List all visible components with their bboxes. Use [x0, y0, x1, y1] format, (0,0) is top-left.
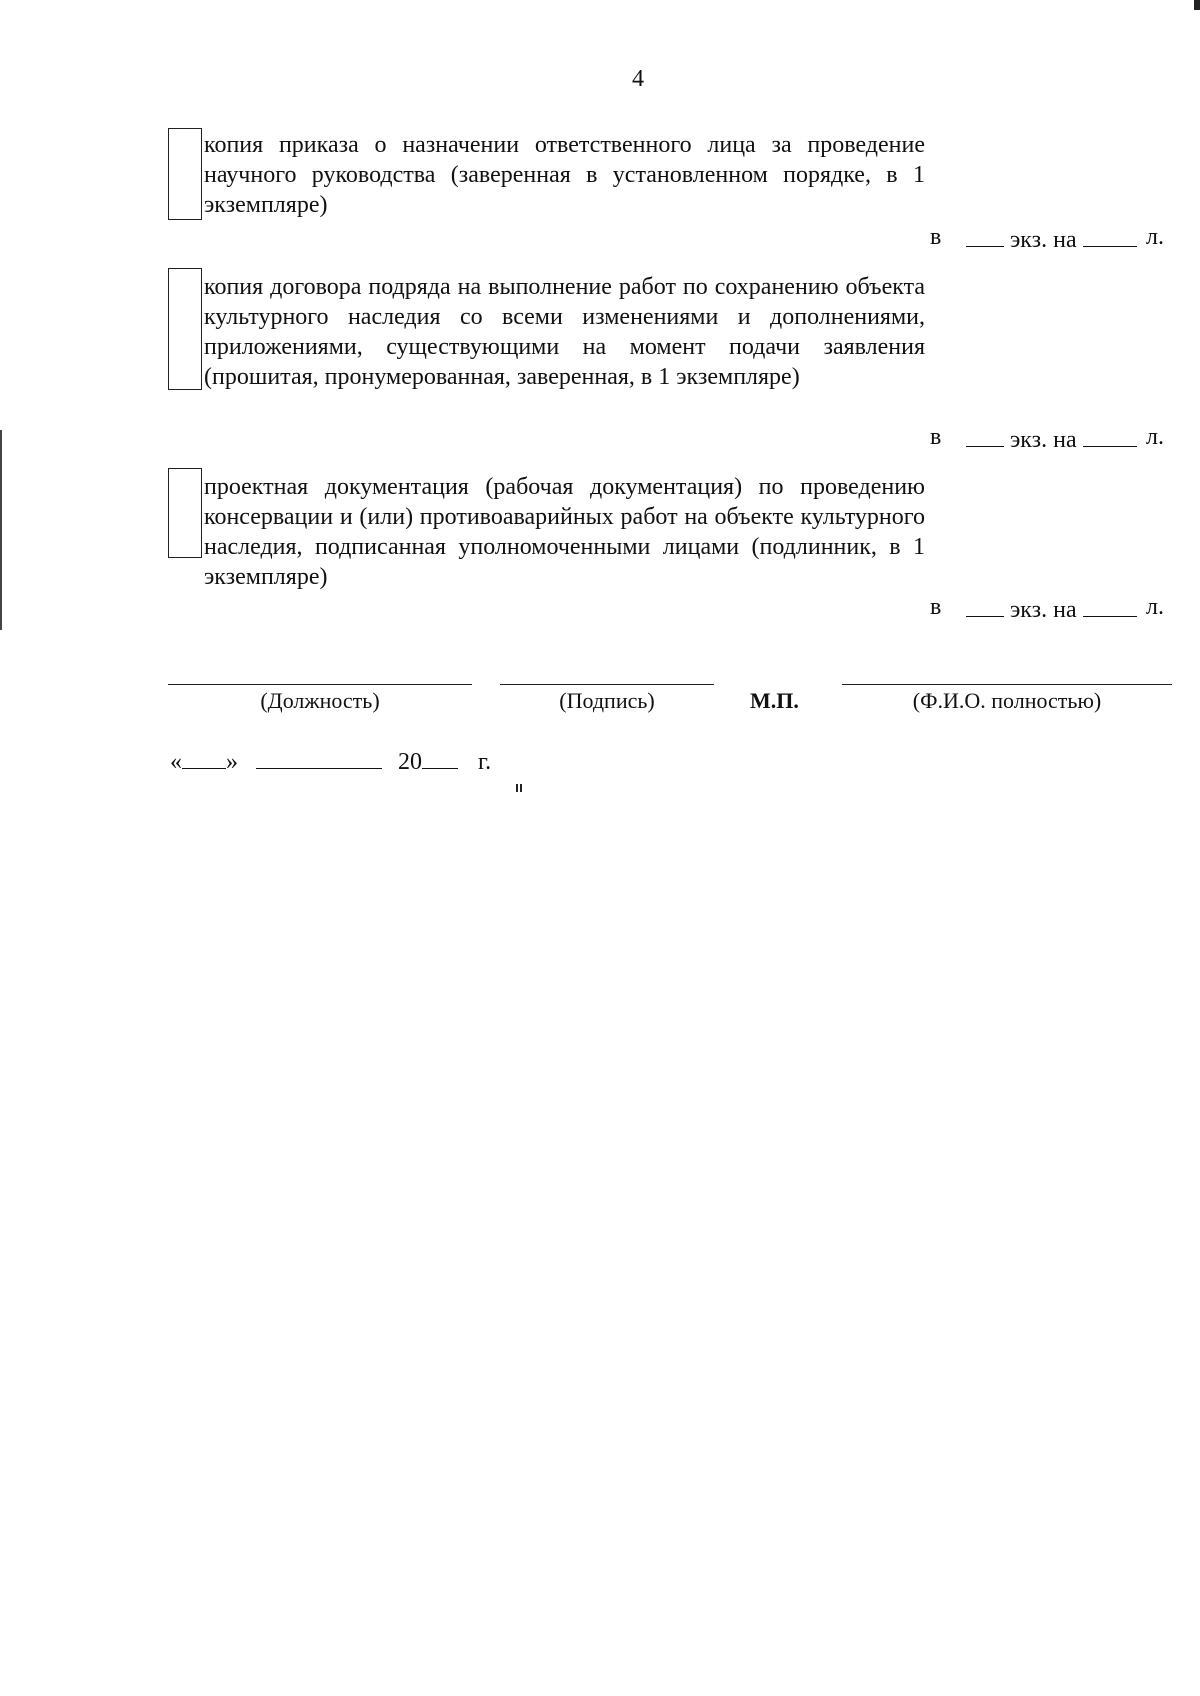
- checkbox[interactable]: [168, 268, 202, 390]
- name-caption: (Ф.И.О. полностью): [912, 688, 1102, 713]
- year-suffix: г.: [478, 749, 492, 775]
- sheets-label: л.: [1146, 594, 1164, 620]
- copies-label: экз. на: [1010, 427, 1077, 453]
- count-in-label: в: [930, 224, 942, 250]
- month-blank[interactable]: [256, 746, 382, 769]
- open-quote: «: [170, 749, 182, 775]
- year-prefix: 20: [398, 749, 422, 775]
- sheets-blank[interactable]: [1083, 224, 1137, 247]
- item-text: копия приказа о назначении ответственного лица за проведение научного руководства (заверенная в установленном порядке, в 1 экземпляре): [204, 132, 925, 218]
- item-text: проектная документация (рабочая документация) по проведению консервации и (или) противоаварийных работ на объекте культурного наследия, подписанная уполномоченными лицами (подлинник, в 1 экземпляре): [204, 474, 925, 590]
- signature-line[interactable]: [500, 684, 714, 685]
- page-number: 4: [632, 66, 644, 92]
- year-blank[interactable]: [422, 746, 458, 769]
- count-in-label: в: [930, 594, 942, 620]
- scan-mark: [520, 784, 522, 792]
- count-in-label: в: [930, 424, 942, 450]
- copies-label: экз. на: [1010, 227, 1077, 253]
- scan-mark: [516, 784, 518, 792]
- sheets-label: л.: [1146, 224, 1164, 250]
- name-line[interactable]: [842, 684, 1172, 685]
- close-quote: »: [226, 749, 238, 775]
- checkbox[interactable]: [168, 128, 202, 220]
- checkbox[interactable]: [168, 468, 202, 558]
- copies-blank[interactable]: [966, 594, 1004, 617]
- scan-mark: [0, 430, 2, 630]
- item-text: копия договора подряда на выполнение работ по сохранению объекта культурного наследия со всеми изменениями и дополнениями, приложениями, существующими на момент подачи заявления (прошитая, пронумерованная, заверенная, в 1 экземпляре): [204, 274, 925, 390]
- signature-caption: (Подпись): [559, 688, 655, 713]
- copies-blank[interactable]: [966, 224, 1004, 247]
- date-row: [170, 746, 491, 776]
- position-line[interactable]: [168, 684, 472, 685]
- day-blank[interactable]: [182, 746, 226, 769]
- position-caption: (Должность): [260, 688, 380, 713]
- copies-label: экз. на: [1010, 597, 1077, 623]
- stamp-label: М.П.: [750, 688, 799, 713]
- sheets-blank[interactable]: [1083, 424, 1137, 447]
- sheets-blank[interactable]: [1083, 594, 1137, 617]
- copies-blank[interactable]: [966, 424, 1004, 447]
- scan-mark: [1194, 0, 1200, 10]
- sheets-label: л.: [1146, 424, 1164, 450]
